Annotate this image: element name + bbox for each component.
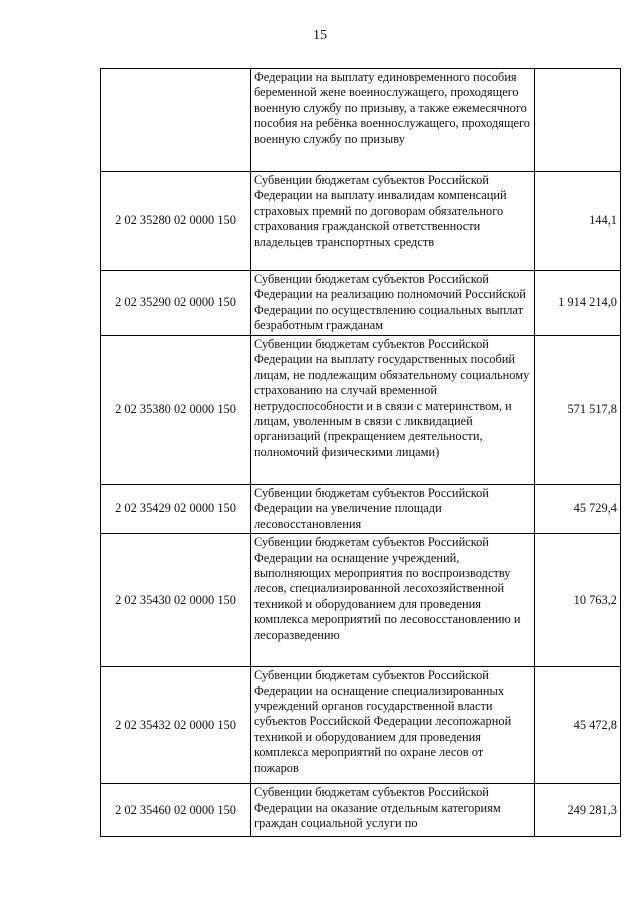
description-cell: Субвенции бюджетам субъектов Российской Федерации на оснащение учреждений, выполняющих мероприятия по воспроизводству лесов, специализированной лесохозяйственной техникой и оборудованием для проведения комплекса мероприятий по лесовосстановлению и лесоразведению: [251, 534, 535, 667]
description-cell: Субвенции бюджетам субъектов Российской Федерации на реализацию полномочий Российской Федерации по осуществлению социальных выплат безработным гражданам: [251, 271, 535, 336]
budget-code-cell: [101, 69, 251, 172]
page-number: 15: [313, 28, 327, 43]
budget-code-cell: 2 02 35460 02 0000 150: [101, 784, 251, 837]
table-row: [101, 667, 621, 784]
table-row: [101, 172, 621, 271]
amount-cell: 45 472,8: [535, 667, 621, 784]
amount-cell: 10 763,2: [535, 534, 621, 667]
description-cell: Субвенции бюджетам субъектов Российской Федерации на увеличение площади лесовосстановления: [251, 485, 535, 534]
amount-cell: [535, 69, 621, 172]
budget-code-cell: 2 02 35429 02 0000 150: [101, 485, 251, 534]
amount-cell: 571 517,8: [535, 336, 621, 485]
description-cell: Федерации на выплату единовременного пособия беременной жене военнослужащего, проходящего военную службу по призыву, а также ежемесячного пособия на ребёнка военнослужащего, проходящего военную службу по призыву: [251, 69, 535, 172]
amount-cell: 1 914 214,0: [535, 271, 621, 336]
description-cell: Субвенции бюджетам субъектов Российской Федерации на оснащение специализированных учреждений органов государственной власти субъектов Российской Федерации лесопожарной техникой и оборудованием для проведения комплекса мероприятий по охране лесов от пожаров: [251, 667, 535, 784]
amount-cell: 45 729,4: [535, 485, 621, 534]
description-cell: Субвенции бюджетам субъектов Российской Федерации на выплату государственных пособий лицам, не подлежащим обязательному социальному страхованию на случай временной нетрудоспособности и в связи с материнством, и лицам, уволенным в связи с ликвидацией организаций (прекращением деятельности, полномочий физическими лицами): [251, 336, 535, 485]
budget-code-cell: 2 02 35290 02 0000 150: [101, 271, 251, 336]
amount-cell: 249 281,3: [535, 784, 621, 837]
table-row: [101, 271, 621, 336]
budget-table: [100, 68, 621, 837]
budget-code-cell: 2 02 35430 02 0000 150: [101, 534, 251, 667]
budget-code-cell: 2 02 35432 02 0000 150: [101, 667, 251, 784]
amount-cell: 144,1: [535, 172, 621, 271]
table-row: [101, 69, 621, 172]
budget-code-cell: 2 02 35280 02 0000 150: [101, 172, 251, 271]
table-row: [101, 485, 621, 534]
table-row: [101, 784, 621, 837]
table-row: [101, 534, 621, 667]
description-cell: Субвенции бюджетам субъектов Российской Федерации на выплату инвалидам компенсаций страховых премий по договорам обязательного страхования гражданской ответственности владельцев транспортных средств: [251, 172, 535, 271]
description-cell: Субвенции бюджетам субъектов Российской Федерации на оказание отдельным категориям граждан социальной услуги по: [251, 784, 535, 837]
table-row: [101, 336, 621, 485]
budget-code-cell: 2 02 35380 02 0000 150: [101, 336, 251, 485]
